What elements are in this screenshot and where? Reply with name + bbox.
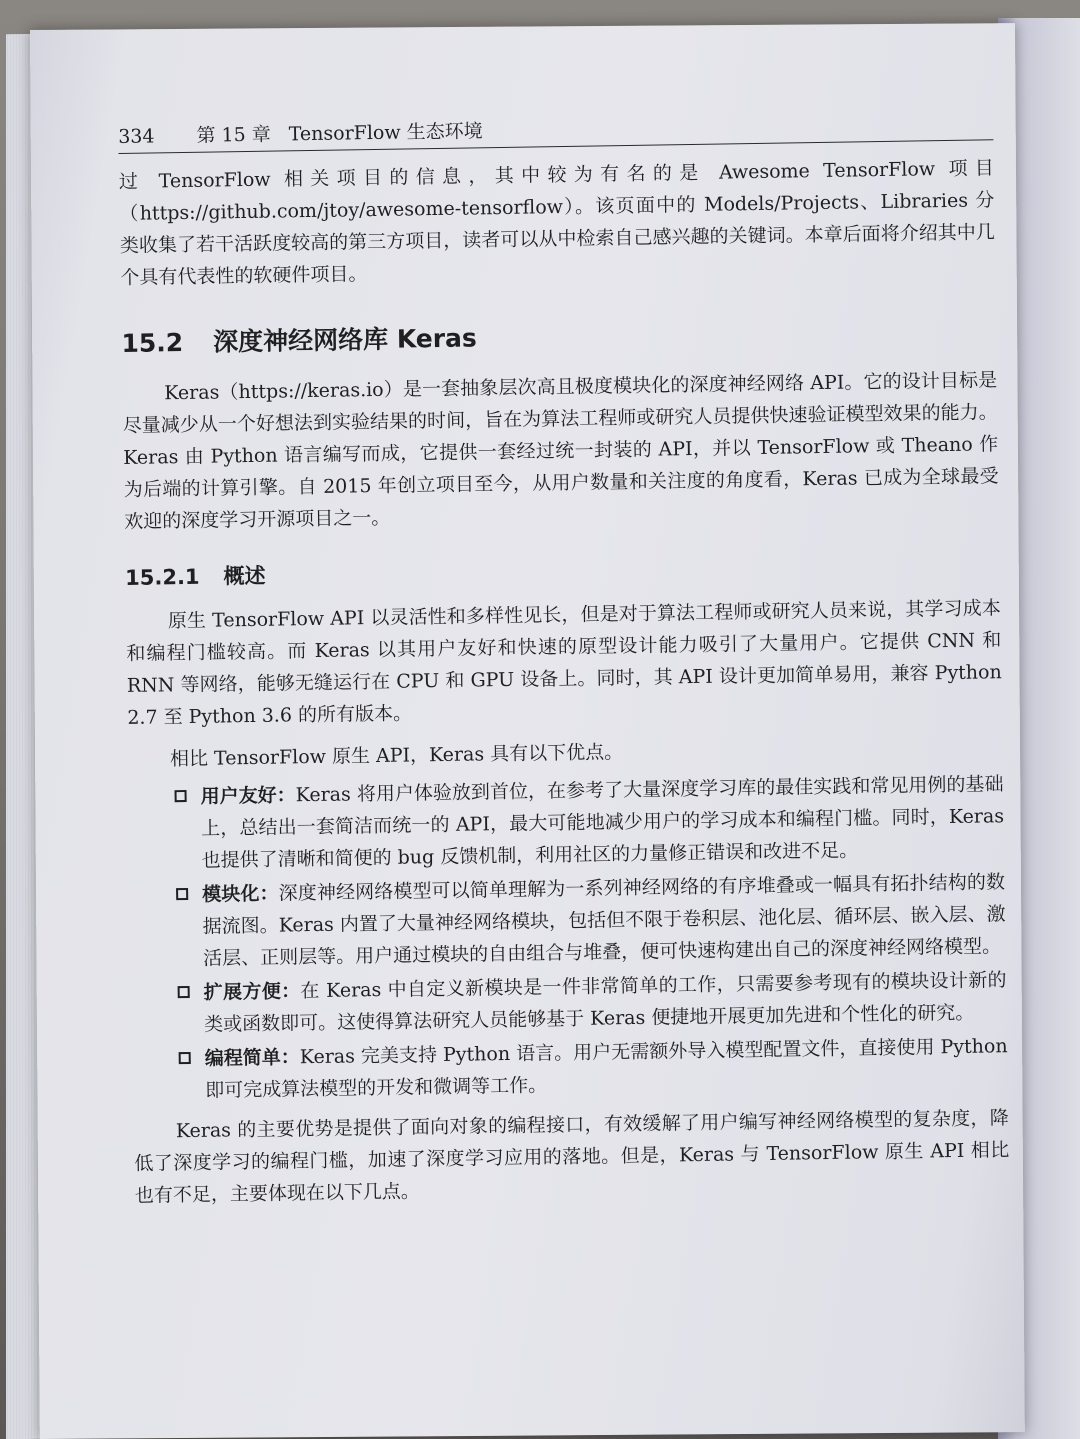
feature-text: 在 Keras 中自定义新模块是一件非常简单的工作，只需要参考现有的模块设计新的类或函数即可。这使得算法研究人员能够基于 Keras 便捷地开展更加先进和个性化的研究。 [204,969,1007,1036]
feature-term: 扩展方便： [203,980,301,1004]
page-number: 334 [118,125,155,148]
feature-text: 深度神经网络模型可以简单理解为一系列神经网络的有序堆叠或一幅具有拓扑结构的数据流图。Keras 内置了大量神经网络模块，包括但不限于卷积层、池化层、循环层、嵌入层、激活层、正则层等。用户通过模块的自由组合与堆叠，便可快速构建出自己的深度神经网络模型。 [202,871,1006,970]
section-title: 深度神经网络库 Keras [212,323,478,357]
checkbox-bullet-icon [176,888,188,900]
section-number: 15.2 [121,328,184,358]
section-heading [121,310,996,360]
checkbox-bullet-icon [178,986,190,998]
feature-term: 编程简单： [204,1046,300,1070]
list-item [131,964,1007,1042]
subsection-number: 15.2.1 [124,564,200,590]
list-item [128,768,1004,878]
feature-text: Keras 将用户体验放到首位，在参考了大量深度学习库的最佳实践和常见用例的基础上，总结出一套简洁而统一的 API，最大可能地减少用户的学习成本和编程门槛。同时，Keras 也提供了清晰和简便的 bug 反馈机制，利用社区的力量修正错误和改进不足。 [200,773,1005,872]
section-paragraph: Keras（https://keras.io）是一套抽象层次高且极度模块化的深度神经网络 API。它的设计目标是尽量减少从一个好想法到实验结果的时间，旨在为算法工程师或研究人员提供快速验证模型效果的能力。Keras 由 Python 语言编写而成，它提供一套经过统一封装的 API，并以 TensorFlow 或 Theano 作为后端的计算引擎。自 2015 年创立项目至今，从用户数量和关注度的角度看，Keras 已成为全球最受欢迎的深度学习开源项目之一。 [122,369,999,533]
overview-paragraph-1: 原生 TensorFlow API 以灵活性和多样性见长，但是对于算法工程师或研究人员来说，其学习成本和编程门槛较高。而 Keras 以其用户友好和快速的原型设计能力吸引了大量用户。它提供 CNN 和 RNN 等网络，能够无缝运行在 CPU 和 GPU 设备上。同时，其 API 设计更加简单易用，兼容 Python 2.7 至 Python 3.6 的所有版本。 [126,597,1002,729]
list-item [130,866,1006,976]
feature-term: 模块化： [201,882,279,906]
list-item [132,1030,1008,1108]
checkbox-bullet-icon [175,790,187,802]
feature-text: Keras 完美支持 Python 语言。用户无需额外导入模型配置文件，直接使用 Python 即可完成算法模型的开发和微调等工作。 [205,1035,1008,1102]
overview-paragraph-2: 相比 TensorFlow 原生 API，Keras 具有以下优点。 [169,741,624,771]
checkbox-bullet-icon [179,1052,191,1064]
subsection-title: 概述 [223,563,266,589]
intro-paragraph: 过 TensorFlow 相关项目的信息，其中较为有名的是 Awesome TensorFlow 项目（https://github.com/jtoy/awesome-tensorflow）。该页面中的 Models/Projects、Libraries 分类收集了若干活跃度较高的第三方项目，读者可以从中检索自己感兴趣的关键词。本章后面将介绍其中几个具有代表性的软硬件项目。 [118,157,996,289]
chapter-label: 第 15 章 [196,123,271,147]
chapter-title: TensorFlow 生态环境 [288,120,483,146]
feature-term: 用户友好： [200,784,296,808]
subsection-heading [125,548,1000,592]
summary-paragraph: Keras 的主要优势是提供了面向对象的编程接口，有效缓解了用户编写神经网络模型的复杂度，降低了深度学习的编程门槛，加速了深度学习应用的落地。但是，Keras 与 TensorFlow 原生 API 相比也有不足，主要体现在以下几点。 [134,1107,1010,1207]
page-content [118,108,1010,1212]
feature-list [128,768,1008,1108]
